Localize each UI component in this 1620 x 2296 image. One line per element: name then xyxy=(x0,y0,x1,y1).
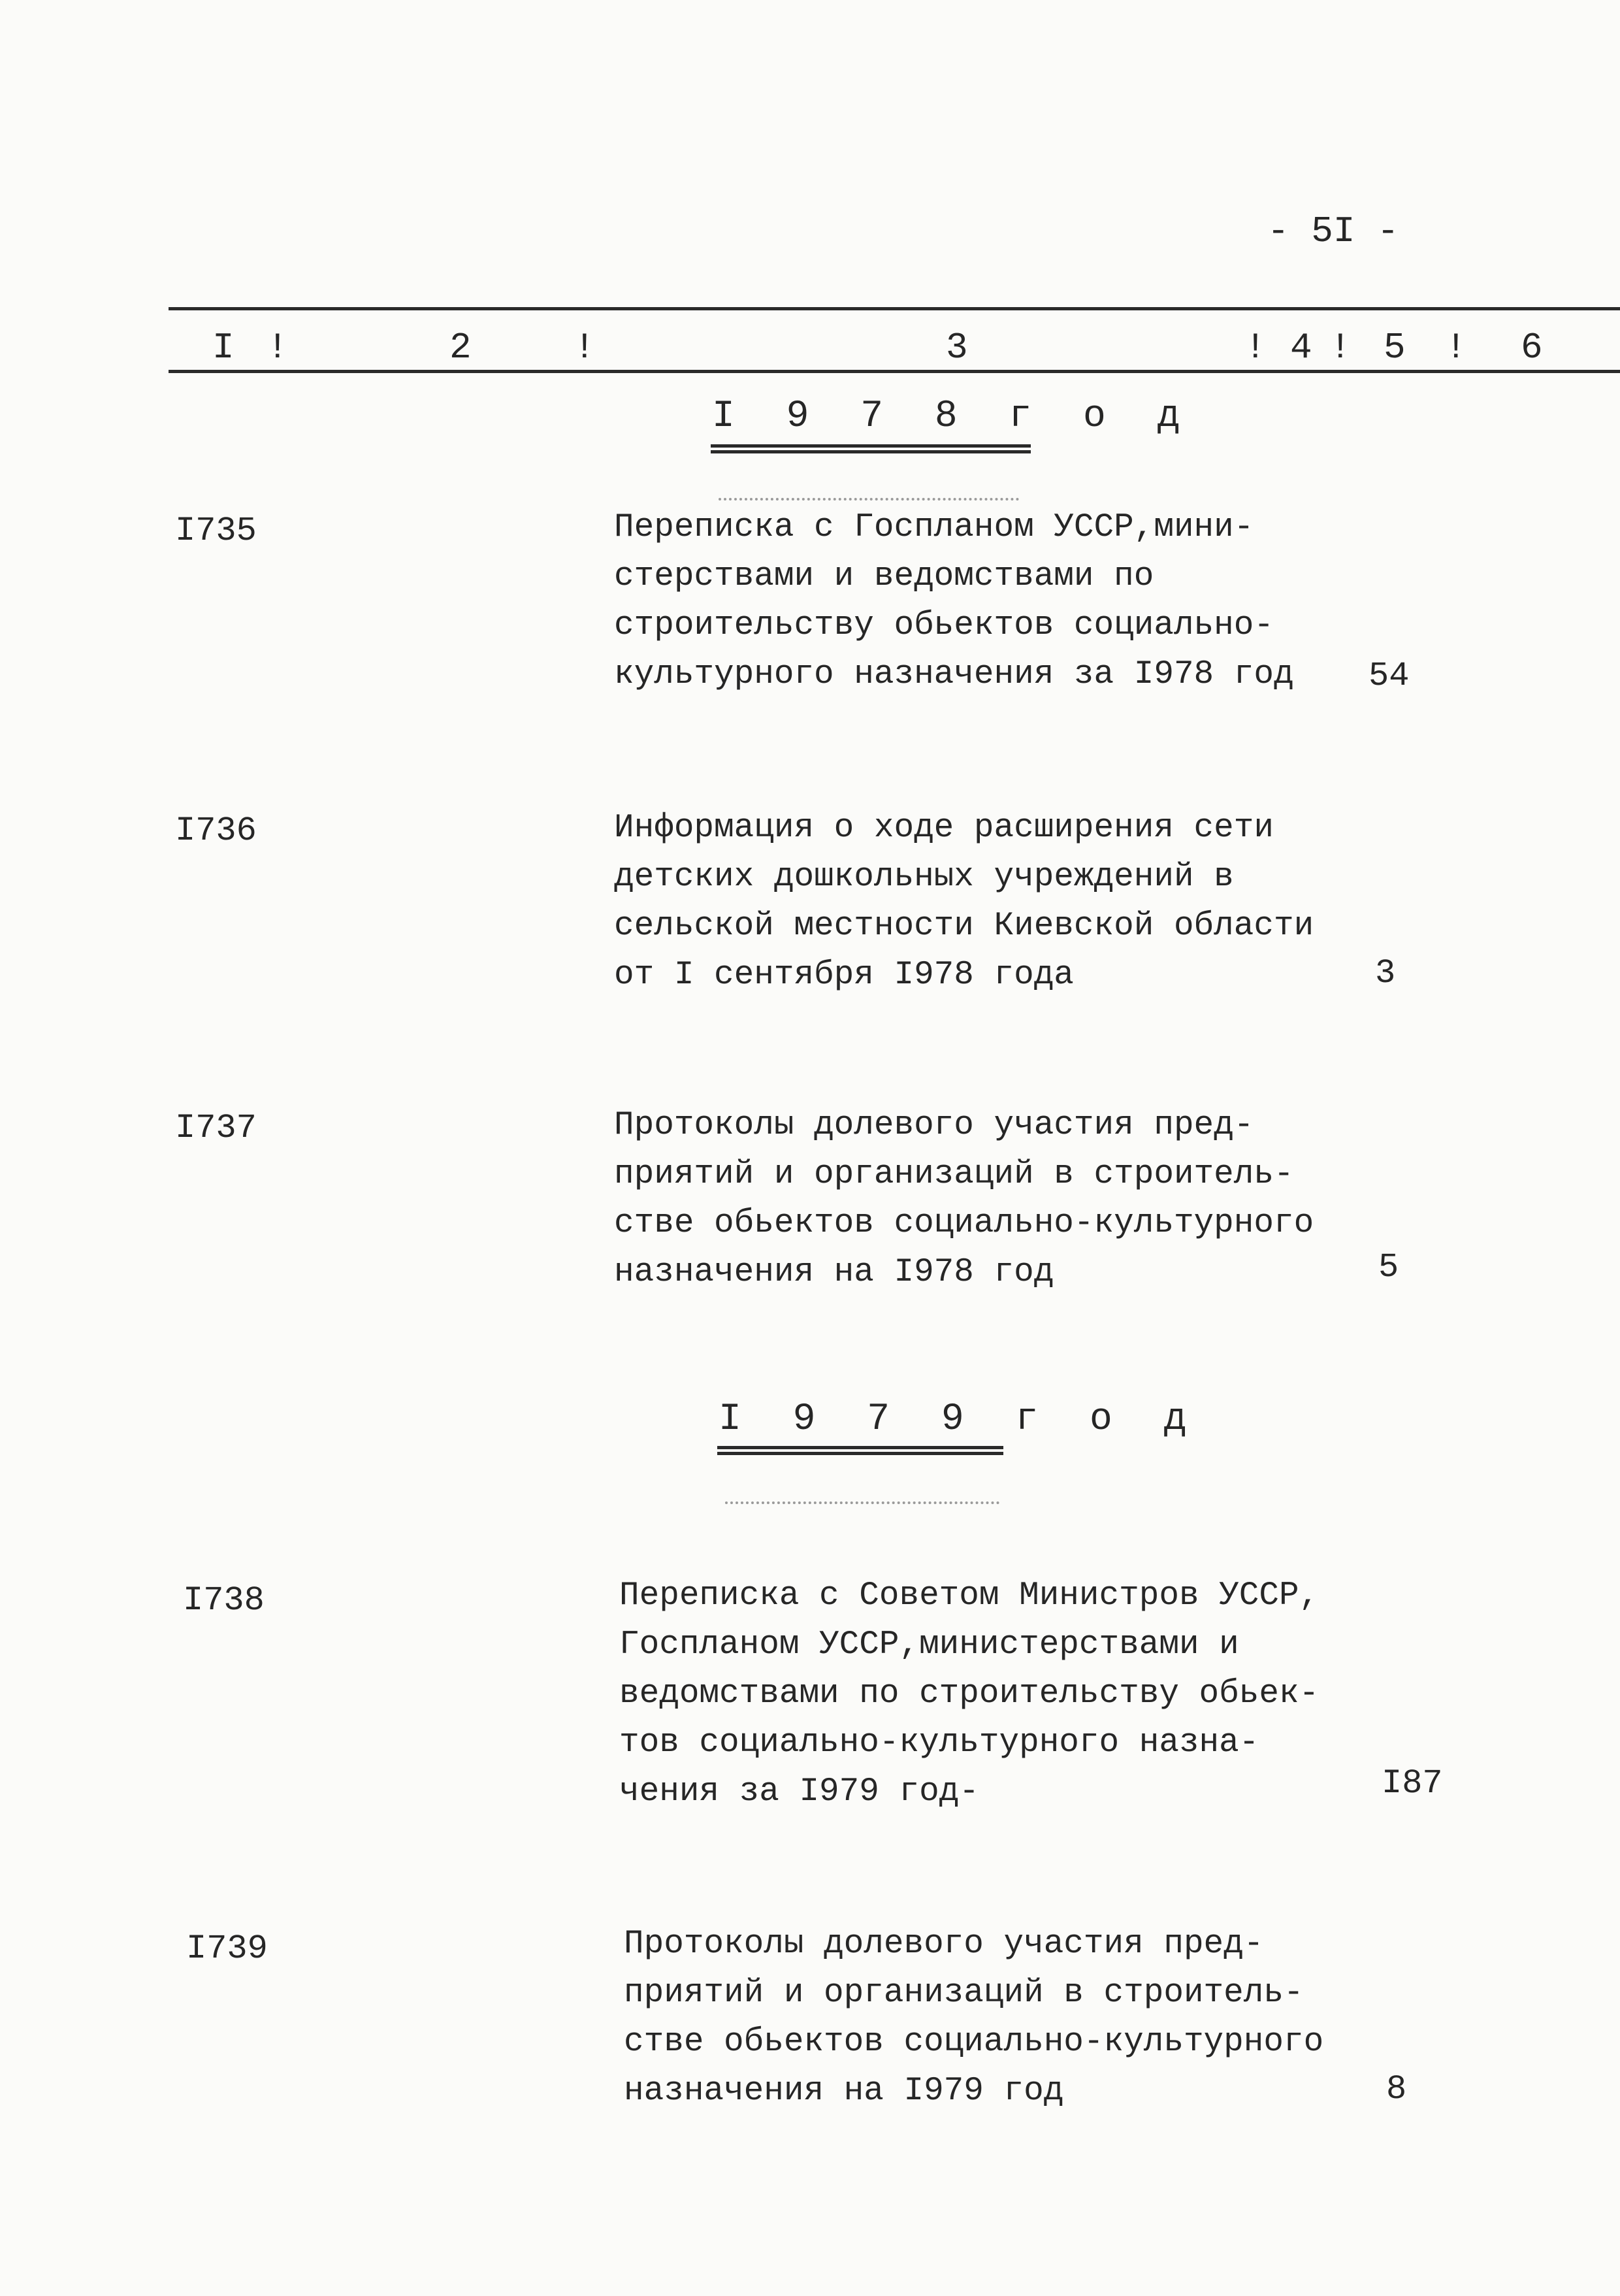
description-line: сельской местности Киевской области xyxy=(614,908,1314,945)
column-separator: ! xyxy=(1445,327,1467,369)
column-separator: ! xyxy=(1244,327,1267,369)
header-top-rule xyxy=(169,307,1620,310)
description-line: стве обьектов социально-культурного xyxy=(614,1205,1314,1242)
description-line: Госпланом УССР,министерствами и xyxy=(619,1626,1239,1664)
column-header-3: 3 xyxy=(946,327,968,369)
description-line: культурного назначения за I978 год xyxy=(614,656,1294,693)
description-line: тов социально-культурного назна- xyxy=(619,1724,1259,1762)
entry-number: I736 xyxy=(175,812,257,850)
entry-number: I738 xyxy=(183,1581,265,1620)
year-underline xyxy=(711,444,1031,453)
description-line: Информация о ходе расширения сети xyxy=(614,810,1274,847)
dotted-rule xyxy=(719,498,1019,503)
description-line: детских дошкольных учреждений в xyxy=(614,859,1234,896)
entry-description xyxy=(614,503,1294,699)
column-separator: ! xyxy=(267,327,289,369)
description-line: чения за I979 год- xyxy=(619,1773,979,1811)
description-line: Протоколы долевого участия пред- xyxy=(624,1926,1264,1963)
description-line: приятий и организаций в строитель- xyxy=(624,1975,1304,2012)
year-heading-1979: I 9 7 9 г о д xyxy=(719,1398,1201,1441)
description-line: ведомствами по строительству обьек- xyxy=(619,1675,1320,1713)
header-bottom-rule xyxy=(169,370,1620,373)
sheet-count: 3 xyxy=(1375,954,1396,992)
description-line: стве обьектов социально-культурного xyxy=(624,2024,1324,2061)
entry-number: I737 xyxy=(175,1109,257,1147)
sheet-count: I87 xyxy=(1382,1764,1443,1803)
description-line: Переписка с Советом Министров УССР, xyxy=(619,1577,1320,1615)
entry-number: I739 xyxy=(186,1929,268,1968)
column-separator: ! xyxy=(574,327,596,369)
entry-number: I735 xyxy=(175,512,257,550)
description-line: Переписка с Госпланом УССР,мини- xyxy=(614,509,1254,546)
page-number: - 5I - xyxy=(1267,210,1399,252)
column-header-2: 2 xyxy=(449,327,472,369)
column-header-6: 6 xyxy=(1521,327,1543,369)
column-header-5: 5 xyxy=(1384,327,1406,369)
sheet-count: 54 xyxy=(1369,657,1410,695)
description-line: строительству обьектов социально- xyxy=(614,607,1274,644)
year-underline xyxy=(717,1446,1003,1455)
description-line: Протоколы долевого участия пред- xyxy=(614,1107,1254,1144)
sheet-count: 8 xyxy=(1386,2070,1407,2108)
description-line: назначения на I979 год xyxy=(624,2073,1064,2110)
entry-description xyxy=(619,1571,1319,1816)
entry-description xyxy=(624,1920,1323,2116)
dotted-rule xyxy=(725,1501,999,1507)
entry-description xyxy=(614,1101,1314,1297)
description-line: назначения на I978 год xyxy=(614,1254,1054,1291)
sheet-count: 5 xyxy=(1378,1248,1399,1287)
description-line: приятий и организаций в строитель- xyxy=(614,1156,1294,1193)
column-header-1: I xyxy=(212,327,235,369)
description-line: стерствами и ведомствами по xyxy=(614,558,1154,595)
entry-description xyxy=(614,804,1314,1000)
description-line: от I сентября I978 года xyxy=(614,957,1074,994)
year-heading-1978: I 9 7 8 г о д xyxy=(712,395,1195,438)
column-separator: ! xyxy=(1329,327,1352,369)
column-header-4: 4 xyxy=(1290,327,1312,369)
